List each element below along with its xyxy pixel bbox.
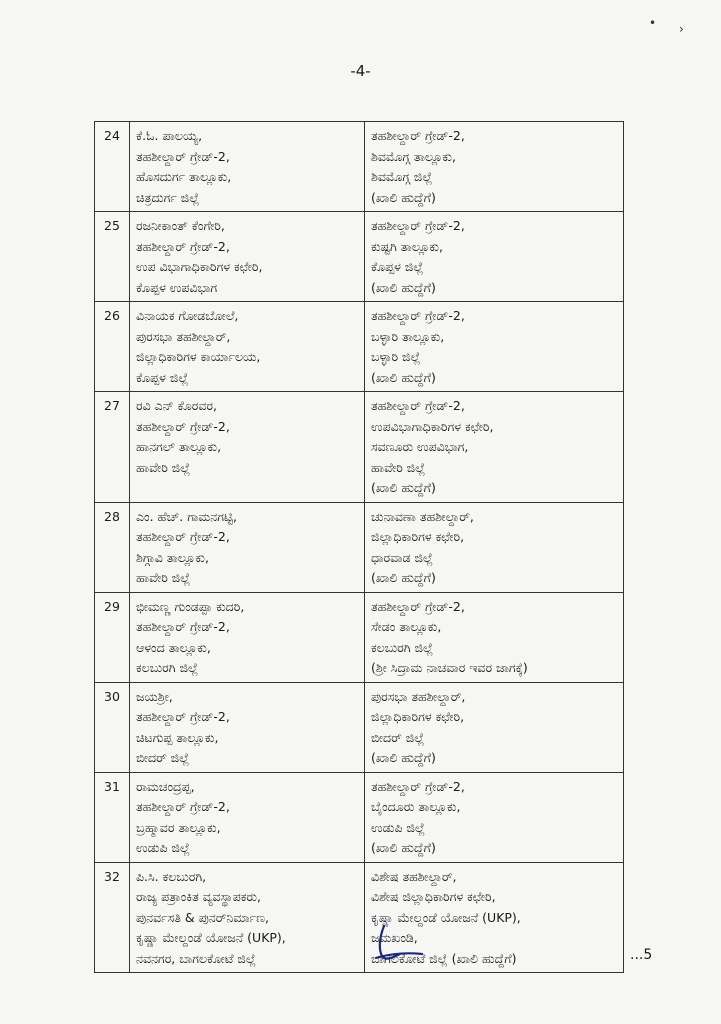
table-row: [95, 122, 624, 212]
officer-line: ಹಾನಗಲ್ ತಾಲ್ಲೂಕು,: [136, 439, 222, 454]
table-row: [95, 592, 624, 682]
continuation-marker: ...5: [630, 947, 653, 963]
destination-line: ಸವಣೂರು ಉಪವಿಭಾಗ,: [371, 439, 469, 454]
transfer-destination: [365, 592, 624, 682]
serial-number: 30: [95, 682, 130, 772]
officer-current-posting: [130, 502, 365, 592]
table-row: [95, 502, 624, 592]
destination-line: (ಖಾಲಿ ಹುದ್ದೆಗೆ): [371, 189, 436, 205]
serial-number: 25: [95, 212, 130, 302]
officer-line: ಪುರಸಭಾ ತಹಶೀಲ್ದಾರ್,: [136, 328, 231, 344]
destination-line: ಬಳ್ಳಾರಿ ಜಿಲ್ಲೆ: [371, 349, 421, 364]
officer-current-posting: [130, 772, 365, 862]
serial-number: 31: [95, 772, 130, 862]
transfer-destination: [365, 122, 624, 212]
serial-number: 28: [95, 502, 130, 592]
officer-line: ಹಾವೇರಿ ಜಿಲ್ಲೆ: [136, 459, 191, 475]
officer-line: ಪುನರ್ವಸತಿ & ಪುನರ್‌ನಿರ್ಮಾಣ,: [136, 909, 269, 925]
serial-number: 27: [95, 392, 130, 503]
officer-current-posting: [130, 212, 365, 302]
transfer-destination: [365, 302, 624, 392]
destination-line: ಕುಷ್ಟಗಿ ತಾಲ್ಲೂಕು,: [371, 238, 443, 254]
destination-line: ಪುರಸಭಾ ತಹಶೀಲ್ದಾರ್,: [371, 688, 466, 704]
officer-line: ತಹಶೀಲ್ದಾರ್ ಗ್ರೇಡ್-2,: [136, 709, 230, 724]
destination-line: ಉಡುಪಿ ಜಿಲ್ಲೆ: [371, 819, 425, 835]
scan-speck: ›: [679, 22, 684, 36]
transfer-destination: [365, 502, 624, 592]
destination-line: (ಶ್ರೀ ಸಿದ್ರಾಮ ನಾಚವಾರ ಇವರ ಜಾಗಕ್ಕೆ): [371, 660, 528, 675]
officer-line: ರಾಮಚಂದ್ರಪ್ಪ,: [136, 778, 195, 794]
destination-line: ಹಾವೇರಿ ಜಿಲ್ಲೆ: [371, 459, 426, 475]
page-number: -4-: [350, 62, 371, 80]
officer-line: ರವಿ ಎನ್ ಕೊರವರ,: [136, 398, 217, 413]
officer-line: ಎಂ. ಹೆಚ್. ಗಾಮನಗಟ್ಟಿ,: [136, 508, 238, 524]
officer-line: ಜಯಶ್ರೀ,: [136, 688, 173, 704]
officer-line: ವಿನಾಯಕ ಗೋಡಬೋಲೆ,: [136, 308, 239, 323]
officer-line: ತಹಶೀಲ್ದಾರ್ ಗ್ರೇಡ್-2,: [136, 529, 230, 544]
destination-line: ಕಲಬುರಗಿ ಜಿಲ್ಲೆ: [371, 639, 434, 655]
destination-line: (ಖಾಲಿ ಹುದ್ದೆಗೆ): [371, 279, 436, 295]
destination-line: ತಹಶೀಲ್ದಾರ್ ಗ್ರೇಡ್-2,: [371, 128, 465, 143]
table-row: [95, 772, 624, 862]
officer-line: ತಹಶೀಲ್ದಾರ್ ಗ್ರೇಡ್-2,: [136, 418, 230, 434]
transfer-table: [94, 121, 624, 973]
officer-line: ಭೀಮಣ್ಣ ಗುಂಡಪ್ಪಾ ಕುದರಿ,: [136, 598, 245, 614]
destination-line: (ಖಾಲಿ ಹುದ್ದೆಗೆ): [371, 570, 436, 585]
officer-current-posting: [130, 302, 365, 392]
destination-line: ವಿಶೇಷ ಜಿಲ್ಲಾಧಿಕಾರಿಗಳ ಕಛೇರಿ,: [371, 889, 496, 904]
destination-line: ತಹಶೀಲ್ದಾರ್ ಗ್ರೇಡ್-2,: [371, 218, 465, 233]
destination-line: ತಹಶೀಲ್ದಾರ್ ಗ್ರೇಡ್-2,: [371, 398, 465, 413]
officer-line: ಕೊಪ್ಪಳ ಜಿಲ್ಲೆ: [136, 369, 189, 385]
officer-line: ಹೊಸದುರ್ಗ ತಾಲ್ಲೂಕು,: [136, 169, 232, 184]
destination-line: ತಹಶೀಲ್ದಾರ್ ಗ್ರೇಡ್-2,: [371, 778, 465, 794]
officer-line: ಹಾವೇರಿ ಜಿಲ್ಲೆ: [136, 570, 191, 585]
officer-current-posting: [130, 122, 365, 212]
destination-line: ಶಿವಮೊಗ್ಗ ತಾಲ್ಲೂಕು,: [371, 148, 456, 164]
table-row: [95, 392, 624, 503]
officer-line: ಜಿಲ್ಲಾಧಿಕಾರಿಗಳ ಕಾರ್ಯಾಲಯ,: [136, 349, 261, 364]
destination-line: ವಿಶೇಷ ತಹಶೀಲ್ದಾರ್,: [371, 868, 457, 884]
destination-line: ಜಿಲ್ಲಾಧಿಕಾರಿಗಳ ಕಛೇರಿ,: [371, 709, 465, 724]
destination-line: ತಹಶೀಲ್ದಾರ್ ಗ್ರೇಡ್-2,: [371, 598, 465, 614]
officer-line: ತಹಶೀಲ್ದಾರ್ ಗ್ರೇಡ್-2,: [136, 799, 230, 814]
officer-line: ಕಲಬುರಗಿ ಜಿಲ್ಲೆ: [136, 660, 199, 675]
destination-line: ಜಿಲ್ಲಾಧಿಕಾರಿಗಳ ಕಛೇರಿ,: [371, 529, 465, 544]
officer-line: ಕೃಷ್ಣಾ ಮೇಲ್ದಂಡೆ ಯೋಜನೆ (UKP),: [136, 930, 286, 945]
officer-line: ಕೊಪ್ಪಳ ಉಪವಿಭಾಗ: [136, 279, 218, 295]
officer-line: ಉಪ ವಿಭಾಗಾಧಿಕಾರಿಗಳ ಕಛೇರಿ,: [136, 259, 263, 274]
destination-line: ಧಾರವಾಡ ಜಿಲ್ಲೆ: [371, 549, 433, 565]
table-body: [95, 122, 624, 973]
officer-current-posting: [130, 592, 365, 682]
table-row: [95, 862, 624, 973]
destination-line: ಕೊಪ್ಪಳ ಜಿಲ್ಲೆ: [371, 259, 424, 274]
officer-line: ಪಿ.ಸಿ. ಕಲಬುರಗಿ,: [136, 868, 207, 884]
destination-line: ಚುನಾವಣಾ ತಹಶೀಲ್ದಾರ್,: [371, 508, 474, 524]
officer-current-posting: [130, 392, 365, 503]
destination-line: (ಖಾಲಿ ಹುದ್ದೆಗೆ): [371, 369, 436, 385]
officer-line: ಶಿಗ್ಗಾವಿ ತಾಲ್ಲೂಕು,: [136, 549, 209, 565]
officer-line: ರಜನೀಕಾಂತ್ ಕೆಂಗೇರಿ,: [136, 218, 225, 233]
officer-line: ತಹಶೀಲ್ದಾರ್ ಗ್ರೇಡ್-2,: [136, 619, 230, 634]
destination-line: ಶಿವಮೊಗ್ಗ ಜಿಲ್ಲೆ: [371, 169, 433, 184]
destination-line: ಬಾಗಲಕೋಟೆ ಜಿಲ್ಲೆ (ಖಾಲಿ ಹುದ್ದೆಗೆ): [371, 950, 517, 966]
serial-number: 24: [95, 122, 130, 212]
transfer-destination: [365, 772, 624, 862]
officer-line: ಆಳಂದ ತಾಲ್ಲೂಕು,: [136, 639, 211, 655]
table-row: [95, 302, 624, 392]
table-row: [95, 682, 624, 772]
serial-number: 32: [95, 862, 130, 973]
destination-line: ಜಮಖಂಡಿ,: [371, 930, 418, 945]
officer-line: ಉಡುಪಿ ಜಿಲ್ಲೆ: [136, 840, 190, 855]
destination-line: ಸೇಡಂ ತಾಲ್ಲೂಕು,: [371, 619, 442, 634]
destination-line: ಬಳ್ಳಾರಿ ತಾಲ್ಲೂಕು,: [371, 328, 445, 344]
table-row: [95, 212, 624, 302]
officer-line: ತಹಶೀಲ್ದಾರ್ ಗ್ರೇಡ್-2,: [136, 238, 230, 254]
serial-number: 29: [95, 592, 130, 682]
transfer-destination: [365, 392, 624, 503]
destination-line: (ಖಾಲಿ ಹುದ್ದೆಗೆ): [371, 480, 436, 495]
officer-line: ತಹಶೀಲ್ದಾರ್ ಗ್ರೇಡ್-2,: [136, 148, 230, 164]
destination-line: ತಹಶೀಲ್ದಾರ್ ಗ್ರೇಡ್-2,: [371, 308, 465, 323]
officer-current-posting: [130, 862, 365, 973]
signature: [372, 920, 428, 968]
officer-line: ಚಿಟಗುಪ್ಪ ತಾಲ್ಲೂಕು,: [136, 729, 219, 745]
destination-line: (ಖಾಲಿ ಹುದ್ದೆಗೆ): [371, 840, 436, 855]
officer-line: ಬೀದರ್ ಜಿಲ್ಲೆ: [136, 750, 190, 765]
destination-line: ಕೃಷ್ಣಾ ಮೇಲ್ದಂಡೆ ಯೋಜನೆ (UKP),: [371, 909, 521, 925]
officer-current-posting: [130, 682, 365, 772]
officer-line: ರಾಜ್ಯ ಪತ್ರಾಂಕಿತ ವ್ಯವಸ್ಥಾಪಕರು,: [136, 889, 261, 904]
officer-line: ಚಿತ್ರದುರ್ಗ ಜಿಲ್ಲೆ: [136, 189, 200, 205]
destination-line: (ಖಾಲಿ ಹುದ್ದೆಗೆ): [371, 750, 436, 765]
destination-line: ಬೈಂದೂರು ತಾಲ್ಲೂಕು,: [371, 799, 461, 814]
destination-line: ಬೀದರ್ ಜಿಲ್ಲೆ: [371, 729, 425, 745]
officer-line: ನವನಗರ, ಬಾಗಲಕೋಟೆ ಜಿಲ್ಲೆ: [136, 950, 256, 966]
serial-number: 26: [95, 302, 130, 392]
transfer-destination: [365, 212, 624, 302]
destination-line: ಉಪವಿಭಾಗಾಧಿಕಾರಿಗಳ ಕಛೇರಿ,: [371, 418, 494, 434]
officer-line: ಬ್ರಹ್ಮಾವರ ತಾಲ್ಲೂಕು,: [136, 819, 221, 835]
scan-speck: •: [649, 16, 657, 30]
transfer-destination: [365, 682, 624, 772]
officer-line: ಕೆ.ಓ. ಪಾಲಯ್ಯ,: [136, 128, 203, 143]
